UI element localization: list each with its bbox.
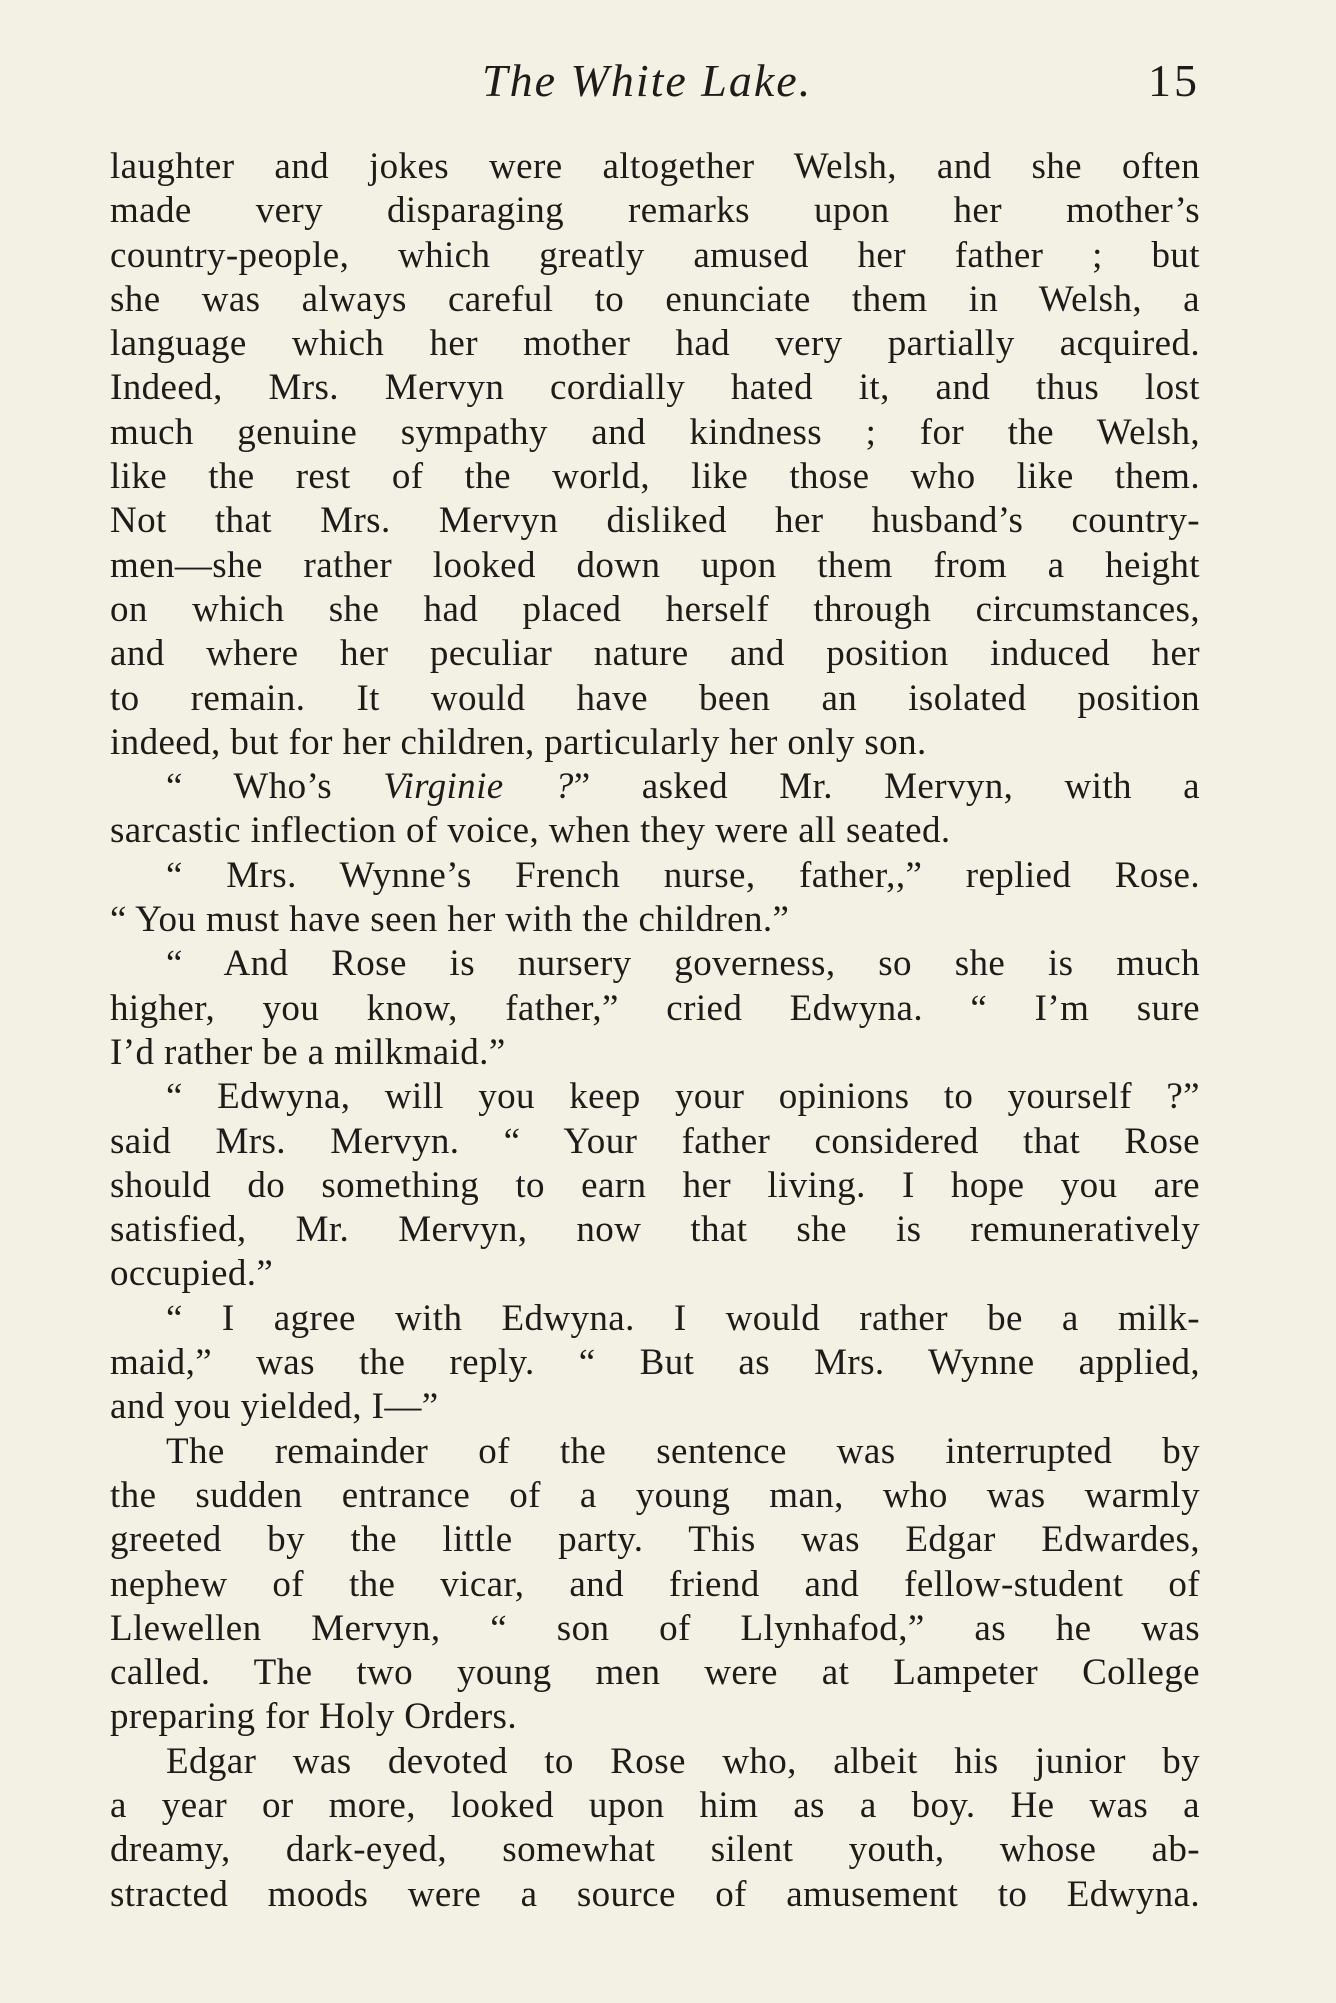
text-line: called. The two young men were at Lampeter College <box>110 1652 1200 1694</box>
text-line: much genuine sympathy and kindness ; for the Welsh, <box>110 411 1200 453</box>
text-line: occupied.” <box>110 1253 274 1295</box>
text-line: and where her peculiar nature and position induced her <box>110 633 1200 675</box>
text-line: Edgar was devoted to Rose who, albeit his junior by <box>166 1740 1200 1782</box>
text-line: laughter and jokes were altogether Welsh, and she often <box>110 146 1200 187</box>
text-line: dreamy, dark-eyed, somewhat silent youth, whose ab- <box>110 1829 1200 1871</box>
text-line: The remainder of the sentence was interrupted by <box>166 1430 1200 1472</box>
text-line: “ You must have seen her with the children.” <box>110 899 790 941</box>
text-line: on which she had placed herself through circumstances, <box>110 588 1200 630</box>
text-run: “ Who’s <box>166 766 384 808</box>
text-line: Indeed, Mrs. Mervyn cordially hated it, and thus lost <box>110 367 1200 409</box>
text-line: language which her mother had very partially acquired. <box>110 323 1200 365</box>
text-line: men—she rather looked down upon them from a height <box>110 544 1200 586</box>
text-line: stracted moods were a source of amusement to Edwyna. <box>110 1873 1200 1915</box>
text-line: maid,” was the reply. “ But as Mrs. Wynne applied, <box>110 1342 1200 1384</box>
text-line: and you yielded, I—” <box>110 1386 439 1428</box>
text-line: Llewellen Mervyn, “ son of Llynhafod,” as he was <box>110 1607 1200 1649</box>
text-line: like the rest of the world, like those who like them. <box>110 456 1200 498</box>
text-run: ” asked Mr. Mervyn, with a <box>573 766 1200 808</box>
text-line: the sudden entrance of a young man, who was warmly <box>110 1474 1200 1516</box>
text-line <box>110 765 1200 809</box>
running-title: The White Lake. <box>482 55 813 106</box>
text-line: “ Edwyna, will you keep your opinions to yourself ?” <box>166 1076 1200 1118</box>
text-line: sarcastic inflection of voice, when they were all seated. <box>110 810 951 852</box>
text-line: “ Mrs. Wynne’s French nurse, father,,” replied Rose. <box>166 854 1200 896</box>
text-line: nephew of the vicar, and friend and fellow-student of <box>110 1563 1200 1605</box>
page-number: 15 <box>1148 55 1200 106</box>
text-line: a year or more, looked upon him as a boy. He was a <box>110 1784 1200 1826</box>
text-line: Not that Mrs. Mervyn disliked her husband’s country- <box>110 500 1200 542</box>
text-line: she was always careful to enunciate them in Welsh, a <box>110 278 1200 320</box>
italic-text-run: Virginie ? <box>383 766 574 808</box>
text-line: I’d rather be a milkmaid.” <box>110 1031 506 1073</box>
body-text <box>110 145 1200 1917</box>
text-line: “ I agree with Edwyna. I would rather be a milk- <box>166 1297 1200 1339</box>
text-line: preparing for Holy Orders. <box>110 1696 517 1738</box>
text-line: greeted by the little party. This was Edgar Edwardes, <box>110 1519 1200 1561</box>
text-line: to remain. It would have been an isolated position <box>110 677 1200 719</box>
text-line: “ And Rose is nursery governess, so she is much <box>166 943 1200 985</box>
text-line: should do something to earn her living. I hope you are <box>110 1164 1200 1206</box>
text-line: said Mrs. Mervyn. “ Your father considered that Rose <box>110 1120 1200 1162</box>
text-line: country-people, which greatly amused her father ; but <box>110 234 1200 276</box>
text-line: higher, you know, father,” cried Edwyna. “ I’m sure <box>110 987 1200 1029</box>
text-line: made very disparaging remarks upon her mother’s <box>110 190 1200 232</box>
text-line: indeed, but for her children, particularly her only son. <box>110 721 927 763</box>
text-line: satisfied, Mr. Mervyn, now that she is remuneratively <box>110 1209 1200 1251</box>
page-header <box>110 46 1200 106</box>
